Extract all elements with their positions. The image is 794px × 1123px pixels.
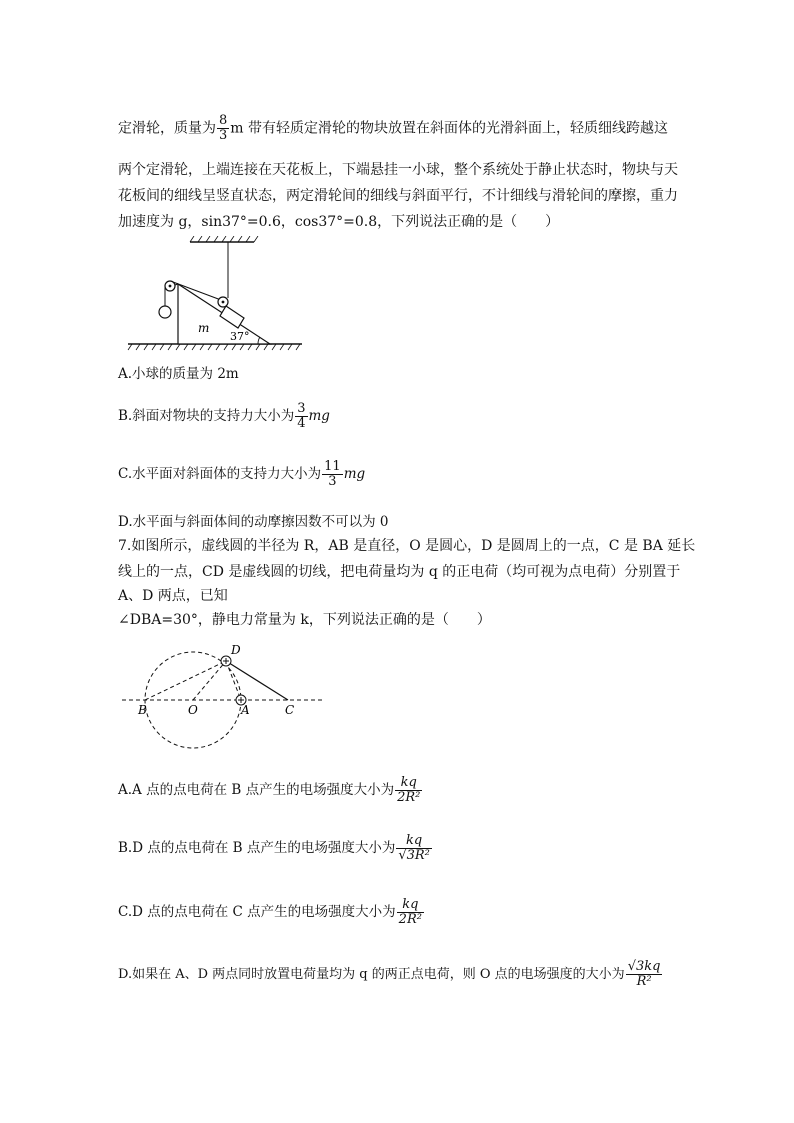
q6-option-c-text: C.水平面对斜面体的支持力大小为 (118, 466, 322, 482)
line-da (226, 661, 241, 700)
q6-line-1-end: m 带有轻质定滑轮的物块放置在斜面体的光滑斜面上，轻质细线跨越这 (230, 120, 669, 137)
q7-option-a-text: A.A 点的点电荷在 B 点产生的电场强度大小为 (118, 782, 395, 798)
mass-label: m (198, 321, 210, 335)
q6-line-4: 加速度为 g，sin37°=0.6，cos37°=0.8，下列说法正确的是（ ） (118, 214, 560, 230)
label-a: A (241, 703, 250, 717)
q7-option-d-fraction (626, 960, 663, 989)
q7-line-2: 线上的一点，CD 是虚线圆的切线，把电荷量均为 q 的正电荷（均可视为点电荷）分别置于 (118, 564, 681, 580)
angle-label: 37° (230, 330, 250, 343)
q6-option-c-fraction (322, 460, 343, 489)
q6-mass-fraction-num: 8 (219, 113, 228, 128)
line-bd (145, 661, 226, 700)
ceiling-hatch (190, 236, 258, 242)
q7-line-3: A、D 两点，已知 (118, 588, 228, 604)
q6-option-d[interactable]: D.水平面与斜面体间的动摩擦因数不可以为 0 (118, 514, 389, 530)
q6-option-c[interactable] (118, 460, 365, 489)
hanging-ball (159, 306, 171, 318)
q7-option-c[interactable] (118, 898, 425, 927)
q6-option-b-den: 4 (297, 416, 306, 431)
q6-option-c-num: 11 (324, 459, 341, 474)
q7-option-b-text: B.D 点的点电荷在 B 点产生的电场强度大小为 (118, 840, 396, 856)
ground-hatch (128, 344, 300, 350)
q7-option-c-den: 2R² (398, 912, 422, 927)
label-b: B (138, 703, 147, 717)
q6-option-c-unit: mg (343, 466, 366, 482)
q6-incline-figure (118, 236, 318, 354)
q6-line-3: 花板间的细线呈竖直状态，两定滑轮间的细线与斜面平行，不计细线与滑轮间的摩擦，重力 (118, 188, 678, 204)
q6-option-b-fraction (295, 402, 307, 431)
q7-option-d-num: √3kq (627, 959, 661, 974)
q7-option-d[interactable] (118, 960, 663, 989)
q7-option-a-den: 2R² (397, 790, 421, 805)
q7-option-b-den: √3R² (398, 848, 430, 863)
q7-option-a-fraction (395, 776, 422, 805)
label-c: C (285, 703, 295, 717)
q6-line-1 (118, 114, 668, 143)
q6-option-b-unit: mg (308, 408, 330, 424)
q7-option-c-num: kq (402, 897, 419, 912)
q7-option-b[interactable] (118, 834, 433, 863)
q6-option-b-text: B.斜面对物块的支持力大小为 (118, 408, 295, 424)
q6-option-a[interactable]: A.小球的质量为 2m (118, 366, 239, 382)
label-d: D (231, 643, 241, 657)
charge-d (221, 656, 231, 666)
q7-circle-figure (118, 640, 328, 752)
q6-mass-fraction-den: 3 (219, 128, 228, 143)
q7-line-4: ∠DBA=30°，静电力常量为 k，下列说法正确的是（ ） (118, 612, 491, 628)
q7-line-1: 7.如图所示，虚线圆的半径为 R，AB 是直径，O 是圆心，D 是圆周上的一点，C 是 BA 延长 (118, 538, 696, 554)
q7-option-d-den: R² (626, 974, 663, 989)
q6-option-b-num: 3 (297, 401, 306, 416)
label-o: O (188, 703, 198, 717)
q6-line-1-start: 定滑轮，质量为 (118, 120, 216, 137)
q7-option-c-fraction (397, 898, 424, 927)
q6-mass-fraction (217, 114, 229, 143)
q7-option-d-text: D.如果在 A、D 两点同时放置电荷量均为 q 的两正点电荷，则 O 点的电场强度的大小为 (118, 967, 625, 982)
line-od (193, 661, 226, 700)
q7-option-c-text: C.D 点的点电荷在 C 点产生的电场强度大小为 (118, 904, 396, 920)
q7-option-b-num: kq (406, 833, 423, 848)
q6-option-c-den: 3 (322, 474, 343, 489)
q7-option-a[interactable] (118, 776, 423, 805)
q7-option-a-num: kq (400, 775, 417, 790)
q6-line-2: 两个定滑轮，上端连接在天花板上，下端悬挂一小球，整个系统处于静止状态时，物块与天 (118, 162, 678, 178)
fixed-pulley-axle (169, 285, 172, 288)
q6-option-b[interactable] (118, 402, 330, 431)
block-pulley-axle (222, 301, 225, 304)
tangent-cd (226, 661, 288, 700)
q7-option-b-fraction (396, 834, 432, 863)
